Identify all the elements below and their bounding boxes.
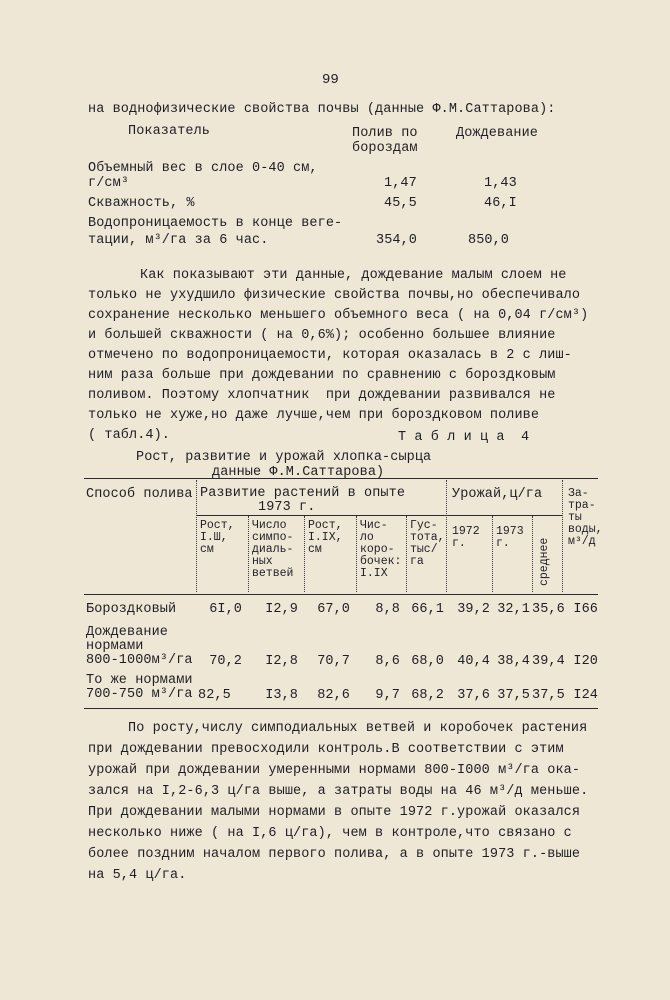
col-divider (196, 480, 197, 592)
table-bottom-rule (84, 708, 598, 709)
t2-row-method: Дождевание нормами 800-1000м³/га (86, 625, 193, 668)
t1-row-label: Объемный вес в слое 0-40 см, (88, 161, 318, 176)
paragraph-line: урожай при дождевании умеренными нормами 800-I000 м³/га ока- (88, 763, 581, 778)
intro-line: на воднофизические свойства почвы (данные Ф.М.Саттарова): (88, 102, 556, 117)
t2-cell: 68,0 (411, 654, 444, 669)
t2-sub-height-iii: Рост, I.Ш, см (200, 519, 235, 556)
col-divider (304, 516, 305, 592)
t2-cell: 37,5 (532, 688, 565, 703)
col-divider (532, 516, 533, 592)
paragraph-line: ( табл.4). (88, 428, 171, 443)
t2-sub-bolls: Чис- ло коро- бочек: I.IX (360, 519, 402, 580)
t1-header-furrow: Полив по (352, 126, 418, 141)
t2-row-method: Бороздковый (86, 602, 177, 617)
paragraph-line: при дождевании превосходили контроль.В соответствии с этим (88, 742, 564, 757)
t2-cell: 40,4 (457, 654, 490, 669)
t2-sub-branches: Число симпо- диаль- ных ветвей (252, 519, 294, 580)
paragraph-line: сохранение несколько меньшего объемного веса ( на 0,04 г/см³) (88, 308, 589, 323)
t2-header-method: Способ полива (86, 487, 193, 502)
col-divider (446, 480, 447, 592)
t2-cell: I66 (573, 602, 598, 617)
t2-cell: 70,2 (209, 654, 242, 669)
paragraph-line: только не ухудшило физические свойства почвы,но обеспечивало (88, 288, 581, 303)
t2-cell: 82,6 (317, 688, 350, 703)
paragraph-line: отмечено по водопроницаемости, которая оказалась в 2 с лиш- (88, 348, 572, 363)
t2-cell: 67,0 (317, 602, 350, 617)
paragraph-line: Как показывают эти данные, дождевание малым слоем не (140, 268, 567, 283)
paragraph-line: При дождевании малыми нормами в опыте 1972 г.урожай оказался (88, 805, 581, 820)
t2-cell: 66,1 (411, 602, 444, 617)
paragraph-line: По росту,числу симподиальных ветвей и коробочек растения (128, 721, 588, 736)
t2-sub-1972: 1972 г. (452, 525, 480, 550)
col-divider (492, 516, 493, 592)
t1-header-sprinkling: Дождевание (456, 126, 539, 141)
t2-cell: 37,6 (457, 688, 490, 703)
t1-cell: 354,0 (376, 233, 418, 248)
col-divider (356, 516, 357, 592)
table-2-title-source: данные Ф.М.Саттарова) (212, 465, 385, 480)
t1-cell: 46,I (484, 196, 517, 211)
col-divider (562, 480, 563, 592)
t2-cell: 82,5 (198, 688, 231, 703)
paragraph-line: более поздним началом первого полива, а в опыте 1973 г.-выше (88, 847, 581, 862)
t2-cell: 35,6 (532, 602, 565, 617)
t2-cell: 39,4 (532, 654, 565, 669)
t2-cell: I20 (573, 654, 598, 669)
paragraph-line: зался на I,2-6,3 ц/га выше, а затраты воды на 46 м³/д меньше. (88, 784, 589, 799)
paragraph-line: поливом. Поэтому хлопчатник при дождевании развивался не (88, 388, 556, 403)
header-bottom-rule (84, 594, 598, 595)
paragraph-line: несколько ниже ( на I,6 ц/га), чем в контроле,что связано с (88, 826, 572, 841)
paragraph-line: и большей скважности ( на 0,6%); особенно большее влияние (88, 328, 556, 343)
t1-row-label: Водопроницаемость в конце веге- (88, 216, 343, 231)
header-sub-rule (196, 515, 446, 516)
t2-sub-height-ix: Рост, I.IX, см (308, 519, 343, 556)
paragraph-line: на 5,4 ц/га. (88, 868, 187, 883)
t2-sub-density: Гус- тота, тыс/ га (410, 519, 445, 568)
t2-header-yield: Урожай,ц/га (452, 487, 543, 502)
t2-cell: 39,2 (457, 602, 490, 617)
t2-cell: 9,7 (375, 688, 400, 703)
t1-row-label: г/см³ (88, 176, 130, 191)
t2-cell: 8,8 (375, 602, 400, 617)
t2-row-method: То же нормами 700-750 м³/га (86, 673, 193, 702)
t2-cell: 6I,0 (209, 602, 242, 617)
t1-header-furrow-2: бороздам (352, 141, 418, 156)
t2-cell: 37,5 (497, 688, 530, 703)
paragraph-line: только не хуже,но даже лучше,чем при бороздковом поливе (88, 408, 540, 423)
col-divider (406, 516, 407, 592)
t2-cell: 38,4 (497, 654, 530, 669)
table-2-label: Т а б л и ц а 4 (398, 430, 530, 445)
t2-cell: I3,8 (265, 688, 298, 703)
col-divider (248, 516, 249, 592)
t2-header-development-year: 1973 г. (258, 500, 316, 515)
t2-header-development: Развитие растений в опыте (200, 486, 406, 501)
t1-header-indicator: Показатель (128, 124, 211, 139)
t2-cell: I2,9 (265, 602, 298, 617)
t1-cell: 1,47 (384, 176, 417, 191)
header-sub-rule-yield (446, 515, 562, 516)
page-number: 99 (322, 72, 339, 88)
t1-cell: 1,43 (484, 176, 517, 191)
t1-cell: 850,0 (468, 233, 510, 248)
t2-cell: 32,1 (497, 602, 530, 617)
t2-header-water: За- тра- ты воды, м³/д (568, 487, 603, 548)
table-top-rule (84, 478, 598, 479)
t1-row-label: тации, м³/га за 6 час. (88, 233, 269, 248)
t1-row-label: Скважность, % (88, 196, 195, 211)
t2-cell: 8,6 (375, 654, 400, 669)
table-2-title: Рост, развитие и урожай хлопка-сырца (136, 450, 432, 465)
t2-sub-1973: 1973 г. (496, 525, 524, 550)
t2-cell: I24 (573, 688, 598, 703)
t2-cell: I2,8 (265, 654, 298, 669)
t2-cell: 68,2 (411, 688, 444, 703)
t2-sub-average: среднее (538, 537, 551, 586)
paragraph-line: ним раза больше при дождевании по сравнению с бороздковым (88, 368, 556, 383)
t1-cell: 45,5 (384, 196, 417, 211)
t2-cell: 70,7 (317, 654, 350, 669)
